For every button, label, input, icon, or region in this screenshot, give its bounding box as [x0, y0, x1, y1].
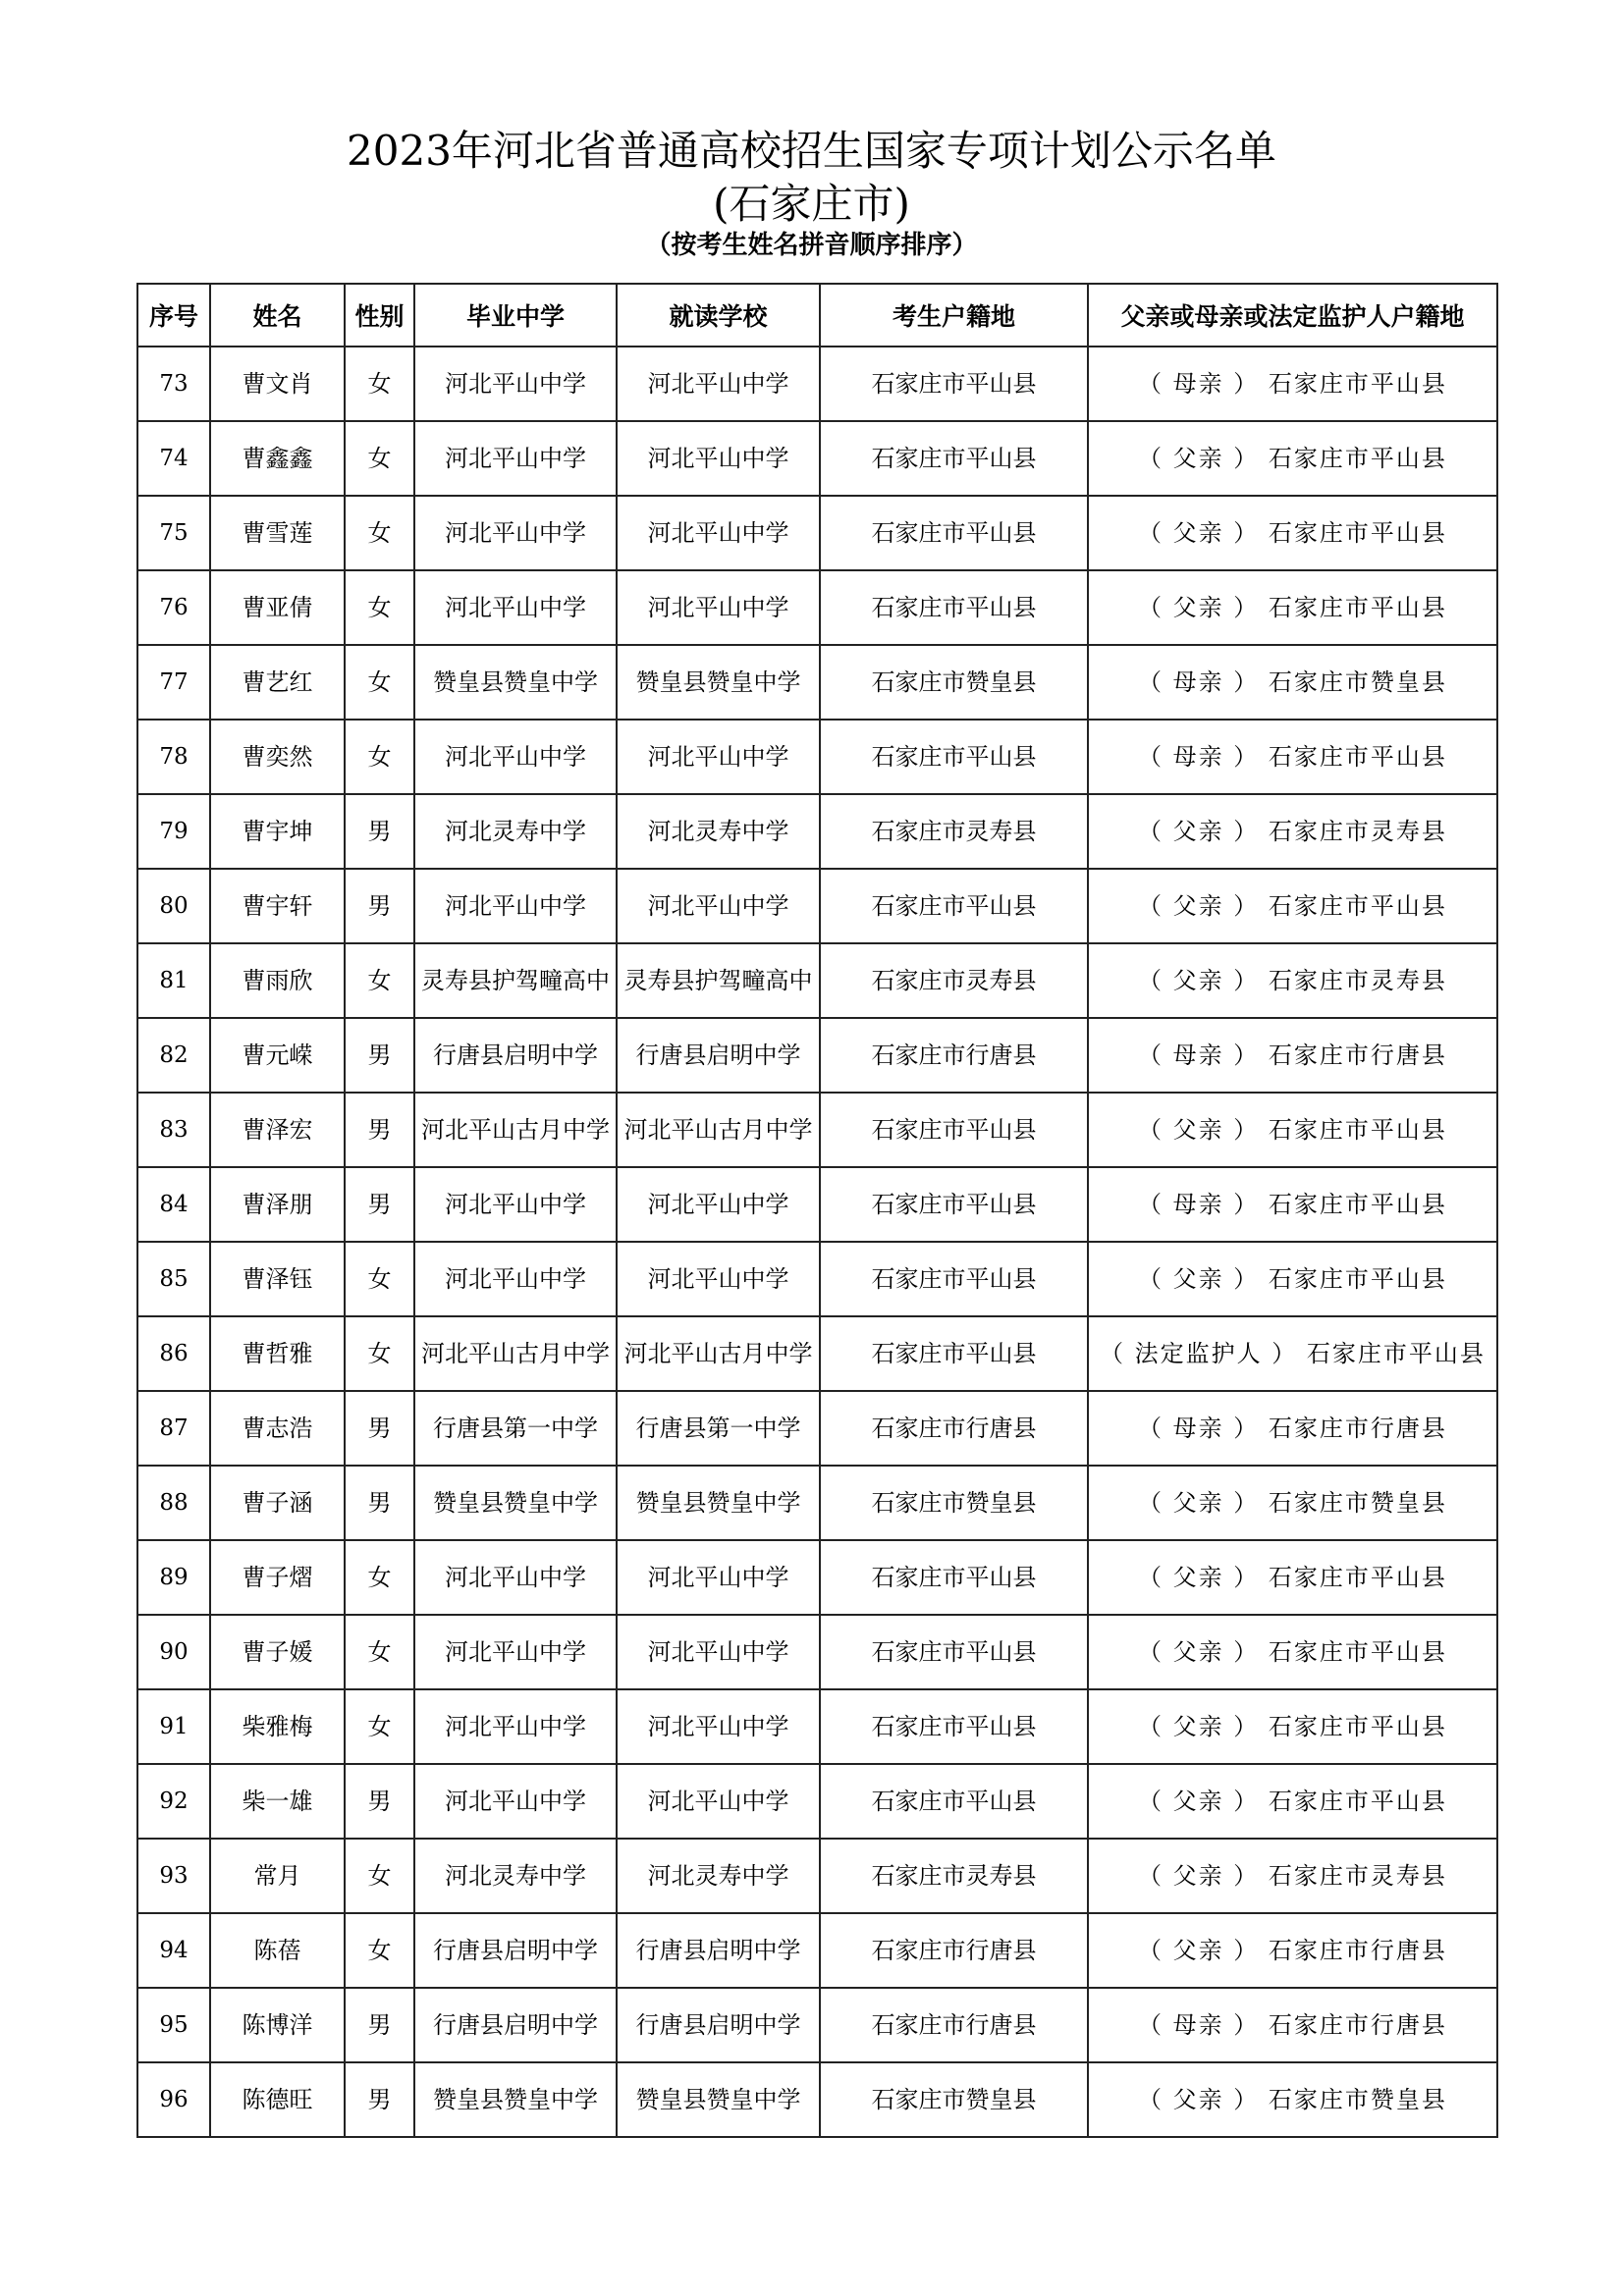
cell-guardian-hukou: （ 父亲 ） 石家庄市灵寿县	[1088, 1839, 1497, 1913]
header-grad-school: 毕业中学	[414, 284, 617, 347]
table-row	[137, 1689, 1497, 1764]
cell-no: 77	[137, 645, 210, 720]
cell-gender: 女	[345, 1316, 414, 1391]
cell-grad-school: 河北平山中学	[414, 720, 617, 794]
cell-name: 曹泽朋	[210, 1167, 345, 1242]
cell-hukou: 石家庄市平山县	[820, 1764, 1088, 1839]
cell-hukou: 石家庄市平山县	[820, 1316, 1088, 1391]
cell-grad-school: 河北灵寿中学	[414, 794, 617, 869]
cell-current-school: 河北平山中学	[617, 1764, 820, 1839]
cell-name: 曹泽宏	[210, 1093, 345, 1167]
cell-no: 93	[137, 1839, 210, 1913]
cell-gender: 女	[345, 1839, 414, 1913]
cell-grad-school: 河北平山中学	[414, 1764, 617, 1839]
cell-gender: 女	[345, 1540, 414, 1615]
cell-gender: 男	[345, 794, 414, 869]
cell-guardian-hukou: （ 父亲 ） 石家庄市平山县	[1088, 1764, 1497, 1839]
cell-name: 曹元嵘	[210, 1018, 345, 1093]
cell-hukou: 石家庄市平山县	[820, 347, 1088, 421]
cell-no: 91	[137, 1689, 210, 1764]
cell-no: 83	[137, 1093, 210, 1167]
cell-hukou: 石家庄市赞皇县	[820, 1466, 1088, 1540]
cell-name: 常月	[210, 1839, 345, 1913]
cell-name: 曹宇轩	[210, 869, 345, 943]
table-row	[137, 645, 1497, 720]
cell-guardian-hukou: （ 母亲 ） 石家庄市平山县	[1088, 720, 1497, 794]
table-row	[137, 1988, 1497, 2062]
cell-no: 76	[137, 570, 210, 645]
table-row	[137, 1764, 1497, 1839]
cell-gender: 男	[345, 1391, 414, 1466]
cell-hukou: 石家庄市行唐县	[820, 1018, 1088, 1093]
table-row	[137, 943, 1497, 1018]
cell-grad-school: 行唐县第一中学	[414, 1391, 617, 1466]
cell-no: 95	[137, 1988, 210, 2062]
cell-gender: 男	[345, 1093, 414, 1167]
cell-grad-school: 河北平山古月中学	[414, 1093, 617, 1167]
cell-hukou: 石家庄市平山县	[820, 570, 1088, 645]
table-row	[137, 869, 1497, 943]
table-row	[137, 347, 1497, 421]
cell-hukou: 石家庄市平山县	[820, 1689, 1088, 1764]
cell-grad-school: 行唐县启明中学	[414, 1988, 617, 2062]
table-row	[137, 1391, 1497, 1466]
cell-grad-school: 河北平山中学	[414, 347, 617, 421]
cell-hukou: 石家庄市赞皇县	[820, 2062, 1088, 2137]
cell-guardian-hukou: （ 父亲 ） 石家庄市灵寿县	[1088, 794, 1497, 869]
table-row	[137, 1018, 1497, 1093]
cell-name: 曹艺红	[210, 645, 345, 720]
cell-no: 85	[137, 1242, 210, 1316]
header-current-school: 就读学校	[617, 284, 820, 347]
cell-name: 曹哲雅	[210, 1316, 345, 1391]
cell-current-school: 行唐县启明中学	[617, 1018, 820, 1093]
cell-no: 80	[137, 869, 210, 943]
cell-grad-school: 河北平山中学	[414, 1689, 617, 1764]
roster-table	[136, 283, 1498, 2138]
cell-current-school: 河北灵寿中学	[617, 1839, 820, 1913]
cell-hukou: 石家庄市行唐县	[820, 1913, 1088, 1988]
table-row	[137, 1540, 1497, 1615]
cell-name: 曹泽钰	[210, 1242, 345, 1316]
cell-grad-school: 河北平山中学	[414, 1615, 617, 1689]
document-title: 2023年河北省普通高校招生国家专项计划公示名单	[347, 127, 1276, 175]
table-row	[137, 794, 1497, 869]
cell-gender: 女	[345, 720, 414, 794]
cell-hukou: 石家庄市平山县	[820, 720, 1088, 794]
cell-grad-school: 河北平山古月中学	[414, 1316, 617, 1391]
cell-grad-school: 河北平山中学	[414, 1167, 617, 1242]
cell-no: 78	[137, 720, 210, 794]
cell-guardian-hukou: （ 父亲 ） 石家庄市行唐县	[1088, 1913, 1497, 1988]
table-row	[137, 1093, 1497, 1167]
cell-grad-school: 赞皇县赞皇中学	[414, 1466, 617, 1540]
cell-no: 79	[137, 794, 210, 869]
cell-grad-school: 河北平山中学	[414, 1540, 617, 1615]
cell-gender: 女	[345, 1913, 414, 1988]
cell-current-school: 河北平山古月中学	[617, 1316, 820, 1391]
cell-current-school: 河北平山中学	[617, 1540, 820, 1615]
cell-guardian-hukou: （ 母亲 ） 石家庄市平山县	[1088, 347, 1497, 421]
cell-no: 87	[137, 1391, 210, 1466]
cell-gender: 女	[345, 943, 414, 1018]
cell-name: 曹鑫鑫	[210, 421, 345, 496]
table-row	[137, 1167, 1497, 1242]
cell-current-school: 赞皇县赞皇中学	[617, 645, 820, 720]
cell-guardian-hukou: （ 母亲 ） 石家庄市赞皇县	[1088, 645, 1497, 720]
table-row	[137, 570, 1497, 645]
cell-no: 82	[137, 1018, 210, 1093]
table-row	[137, 1839, 1497, 1913]
table-row	[137, 1242, 1497, 1316]
cell-current-school: 河北平山中学	[617, 869, 820, 943]
table-row	[137, 720, 1497, 794]
cell-grad-school: 行唐县启明中学	[414, 1018, 617, 1093]
cell-name: 柴一雄	[210, 1764, 345, 1839]
cell-guardian-hukou: （ 法定监护人 ） 石家庄市平山县	[1088, 1316, 1497, 1391]
cell-no: 89	[137, 1540, 210, 1615]
cell-no: 92	[137, 1764, 210, 1839]
cell-current-school: 河北平山中学	[617, 1242, 820, 1316]
table-row	[137, 1466, 1497, 1540]
cell-no: 81	[137, 943, 210, 1018]
cell-guardian-hukou: （ 父亲 ） 石家庄市平山县	[1088, 1242, 1497, 1316]
cell-grad-school: 河北灵寿中学	[414, 1839, 617, 1913]
table-row	[137, 1615, 1497, 1689]
header-hukou: 考生户籍地	[820, 284, 1088, 347]
cell-current-school: 河北平山中学	[617, 570, 820, 645]
cell-gender: 女	[345, 1242, 414, 1316]
cell-gender: 男	[345, 1018, 414, 1093]
cell-hukou: 石家庄市平山县	[820, 496, 1088, 570]
cell-name: 曹雨欣	[210, 943, 345, 1018]
cell-hukou: 石家庄市灵寿县	[820, 943, 1088, 1018]
cell-no: 86	[137, 1316, 210, 1391]
cell-current-school: 河北平山中学	[617, 1167, 820, 1242]
cell-name: 曹志浩	[210, 1391, 345, 1466]
cell-no: 88	[137, 1466, 210, 1540]
header-gender: 性别	[345, 284, 414, 347]
cell-grad-school: 河北平山中学	[414, 496, 617, 570]
cell-gender: 男	[345, 1167, 414, 1242]
cell-current-school: 行唐县启明中学	[617, 1913, 820, 1988]
cell-guardian-hukou: （ 母亲 ） 石家庄市行唐县	[1088, 1988, 1497, 2062]
cell-hukou: 石家庄市平山县	[820, 421, 1088, 496]
sort-note: （按考生姓名拼音顺序排序）	[645, 231, 978, 260]
cell-name: 曹子熠	[210, 1540, 345, 1615]
cell-grad-school: 赞皇县赞皇中学	[414, 2062, 617, 2137]
cell-grad-school: 河北平山中学	[414, 1242, 617, 1316]
cell-grad-school: 赞皇县赞皇中学	[414, 645, 617, 720]
cell-hukou: 石家庄市平山县	[820, 869, 1088, 943]
cell-guardian-hukou: （ 父亲 ） 石家庄市平山县	[1088, 869, 1497, 943]
cell-grad-school: 河北平山中学	[414, 869, 617, 943]
cell-name: 曹文肖	[210, 347, 345, 421]
cell-name: 陈博洋	[210, 1988, 345, 2062]
cell-guardian-hukou: （ 父亲 ） 石家庄市赞皇县	[1088, 1466, 1497, 1540]
cell-grad-school: 灵寿县护驾疃高中	[414, 943, 617, 1018]
cell-gender: 男	[345, 869, 414, 943]
cell-grad-school: 河北平山中学	[414, 421, 617, 496]
cell-current-school: 赞皇县赞皇中学	[617, 2062, 820, 2137]
cell-gender: 女	[345, 496, 414, 570]
cell-name: 柴雅梅	[210, 1689, 345, 1764]
cell-name: 曹子涵	[210, 1466, 345, 1540]
cell-guardian-hukou: （ 父亲 ） 石家庄市平山县	[1088, 1093, 1497, 1167]
cell-name: 曹奕然	[210, 720, 345, 794]
cell-current-school: 赞皇县赞皇中学	[617, 1466, 820, 1540]
cell-current-school: 行唐县第一中学	[617, 1391, 820, 1466]
cell-name: 曹雪莲	[210, 496, 345, 570]
cell-no: 90	[137, 1615, 210, 1689]
cell-hukou: 石家庄市行唐县	[820, 1391, 1088, 1466]
cell-hukou: 石家庄市灵寿县	[820, 1839, 1088, 1913]
cell-guardian-hukou: （ 父亲 ） 石家庄市赞皇县	[1088, 2062, 1497, 2137]
header-no: 序号	[137, 284, 210, 347]
cell-gender: 女	[345, 645, 414, 720]
cell-current-school: 河北平山古月中学	[617, 1093, 820, 1167]
cell-guardian-hukou: （ 母亲 ） 石家庄市行唐县	[1088, 1018, 1497, 1093]
cell-hukou: 石家庄市平山县	[820, 1242, 1088, 1316]
cell-current-school: 河北平山中学	[617, 1615, 820, 1689]
header-guardian-hukou: 父亲或母亲或法定监护人户籍地	[1088, 284, 1497, 347]
cell-gender: 女	[345, 347, 414, 421]
table-row	[137, 1913, 1497, 1988]
cell-name: 曹亚倩	[210, 570, 345, 645]
roster-body	[137, 347, 1497, 2137]
cell-current-school: 河北平山中学	[617, 421, 820, 496]
table-header-row	[137, 284, 1497, 347]
cell-no: 84	[137, 1167, 210, 1242]
cell-guardian-hukou: （ 父亲 ） 石家庄市平山县	[1088, 496, 1497, 570]
cell-current-school: 河北平山中学	[617, 347, 820, 421]
cell-guardian-hukou: （ 父亲 ） 石家庄市平山县	[1088, 1689, 1497, 1764]
cell-hukou: 石家庄市平山县	[820, 1167, 1088, 1242]
cell-name: 陈蓓	[210, 1913, 345, 1988]
cell-gender: 女	[345, 570, 414, 645]
cell-gender: 男	[345, 1466, 414, 1540]
cell-current-school: 行唐县启明中学	[617, 1988, 820, 2062]
cell-current-school: 河北平山中学	[617, 720, 820, 794]
table-row	[137, 1316, 1497, 1391]
cell-gender: 男	[345, 1988, 414, 2062]
cell-name: 陈德旺	[210, 2062, 345, 2137]
cell-hukou: 石家庄市平山县	[820, 1093, 1088, 1167]
cell-gender: 女	[345, 1615, 414, 1689]
table-row	[137, 2062, 1497, 2137]
cell-current-school: 河北灵寿中学	[617, 794, 820, 869]
cell-guardian-hukou: （ 母亲 ） 石家庄市行唐县	[1088, 1391, 1497, 1466]
cell-guardian-hukou: （ 父亲 ） 石家庄市平山县	[1088, 570, 1497, 645]
cell-no: 73	[137, 347, 210, 421]
cell-current-school: 河北平山中学	[617, 496, 820, 570]
cell-current-school: 灵寿县护驾疃高中	[617, 943, 820, 1018]
cell-gender: 女	[345, 421, 414, 496]
cell-guardian-hukou: （ 父亲 ） 石家庄市平山县	[1088, 1540, 1497, 1615]
cell-gender: 男	[345, 2062, 414, 2137]
cell-no: 74	[137, 421, 210, 496]
cell-guardian-hukou: （ 父亲 ） 石家庄市灵寿县	[1088, 943, 1497, 1018]
cell-no: 96	[137, 2062, 210, 2137]
document-subtitle: (石家庄市)	[713, 180, 910, 228]
cell-guardian-hukou: （ 母亲 ） 石家庄市平山县	[1088, 1167, 1497, 1242]
cell-guardian-hukou: （ 父亲 ） 石家庄市平山县	[1088, 1615, 1497, 1689]
cell-hukou: 石家庄市行唐县	[820, 1988, 1088, 2062]
header-name: 姓名	[210, 284, 345, 347]
cell-current-school: 河北平山中学	[617, 1689, 820, 1764]
table-row	[137, 496, 1497, 570]
cell-gender: 女	[345, 1689, 414, 1764]
cell-hukou: 石家庄市平山县	[820, 1540, 1088, 1615]
cell-name: 曹宇坤	[210, 794, 345, 869]
cell-guardian-hukou: （ 父亲 ） 石家庄市平山县	[1088, 421, 1497, 496]
cell-name: 曹子媛	[210, 1615, 345, 1689]
table-row	[137, 421, 1497, 496]
cell-hukou: 石家庄市灵寿县	[820, 794, 1088, 869]
cell-grad-school: 河北平山中学	[414, 570, 617, 645]
cell-grad-school: 行唐县启明中学	[414, 1913, 617, 1988]
cell-no: 75	[137, 496, 210, 570]
cell-no: 94	[137, 1913, 210, 1988]
cell-hukou: 石家庄市赞皇县	[820, 645, 1088, 720]
cell-hukou: 石家庄市平山县	[820, 1615, 1088, 1689]
cell-gender: 男	[345, 1764, 414, 1839]
